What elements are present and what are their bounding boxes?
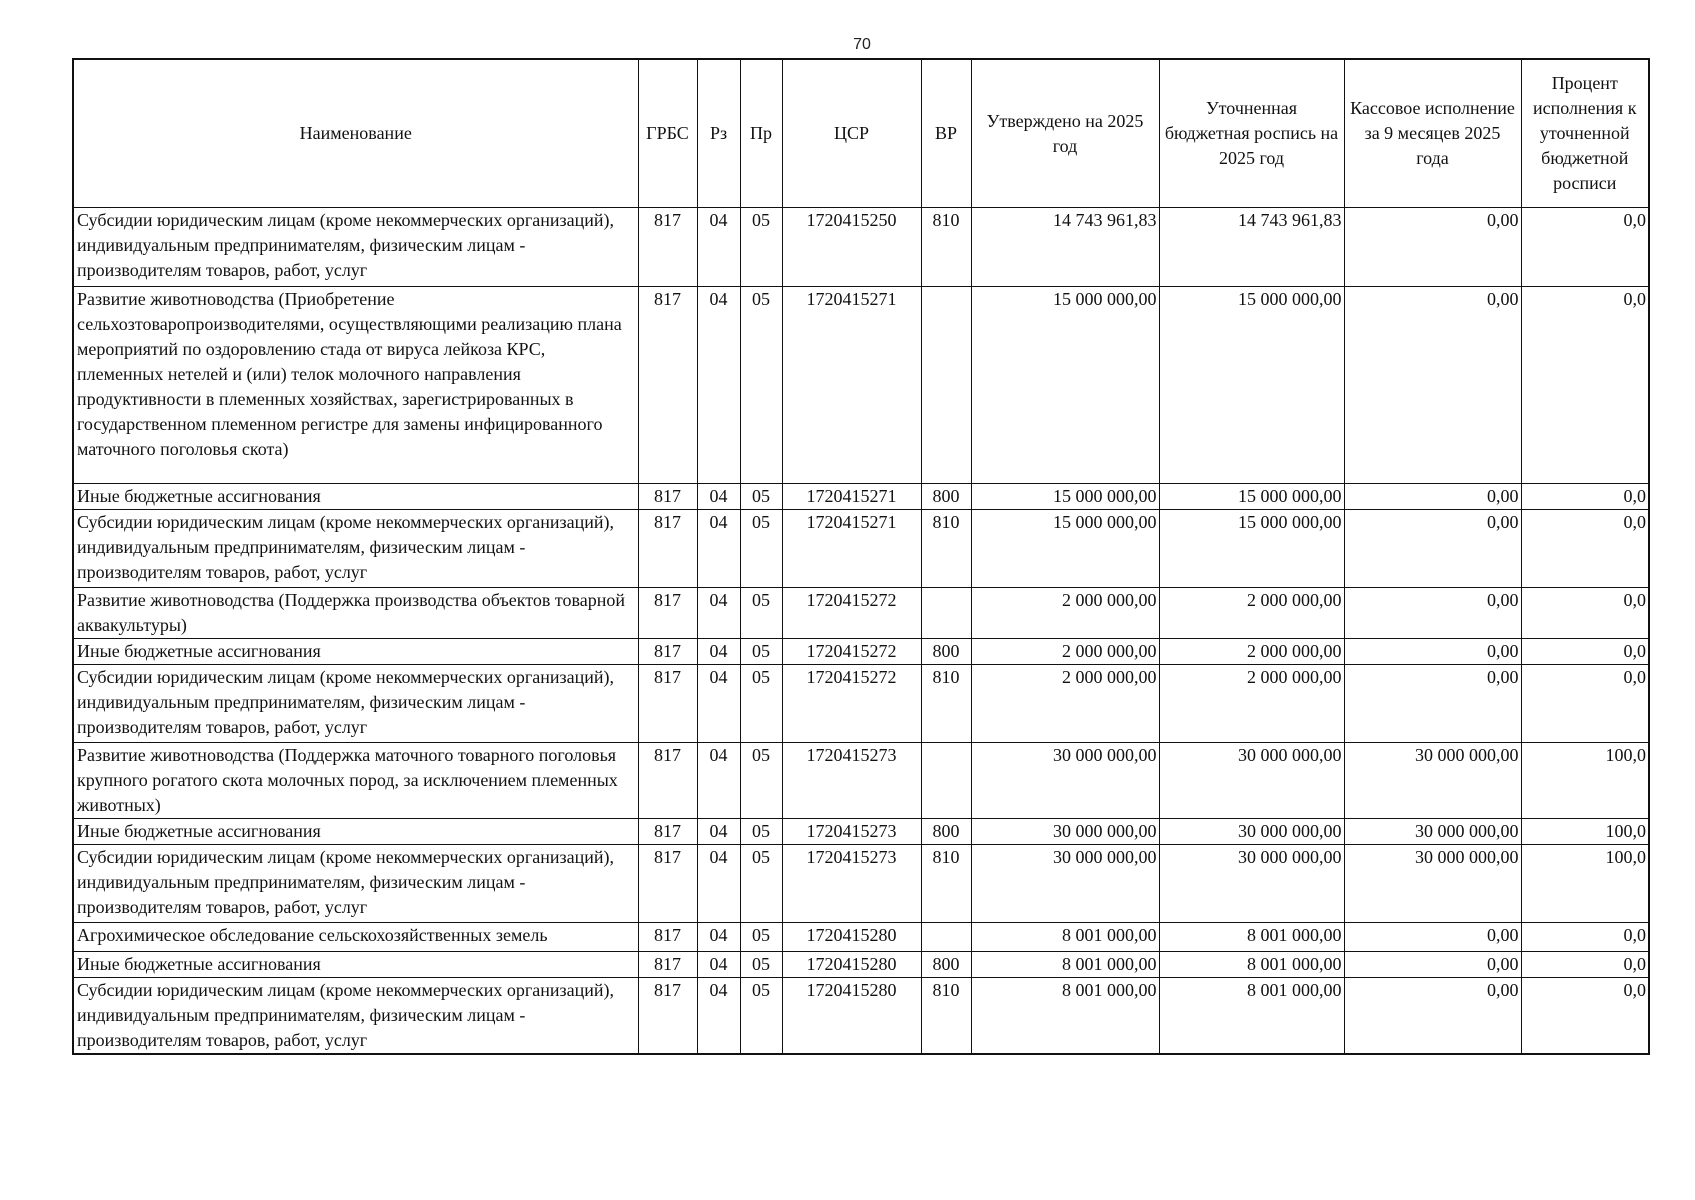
- cell-rz: 04: [697, 819, 740, 845]
- cell-csr: 1720415271: [782, 510, 921, 588]
- cell-pr: 05: [740, 510, 782, 588]
- cell-cash: 0,00: [1344, 510, 1521, 588]
- cell-rz: 04: [697, 978, 740, 1055]
- cell-rz: 04: [697, 484, 740, 510]
- cell-percent: 100,0: [1521, 743, 1649, 819]
- cell-percent: 0,0: [1521, 510, 1649, 588]
- cell-grbs: 817: [638, 588, 697, 639]
- cell-grbs: 817: [638, 484, 697, 510]
- cell-refined: 2 000 000,00: [1159, 639, 1344, 665]
- table-row: [73, 845, 1649, 923]
- table-row: [73, 978, 1649, 1055]
- cell-refined: 2 000 000,00: [1159, 665, 1344, 743]
- cell-rz: 04: [697, 845, 740, 923]
- cell-rz: 04: [697, 639, 740, 665]
- cell-cash: 0,00: [1344, 978, 1521, 1055]
- table-row: [73, 952, 1649, 978]
- cell-approved: 2 000 000,00: [971, 665, 1159, 743]
- cell-rz: 04: [697, 952, 740, 978]
- cell-vr: 810: [921, 510, 971, 588]
- cell-approved: 8 001 000,00: [971, 952, 1159, 978]
- cell-refined: 15 000 000,00: [1159, 287, 1344, 484]
- cell-vr: 810: [921, 208, 971, 287]
- cell-refined: 15 000 000,00: [1159, 510, 1344, 588]
- cell-refined: 8 001 000,00: [1159, 978, 1344, 1055]
- cell-approved: 15 000 000,00: [971, 510, 1159, 588]
- cell-name: Субсидии юридическим лицам (кроме некоммерческих организаций), индивидуальным предпринимателям, физическим лицам - производителям товаров, работ, услуг: [73, 208, 638, 287]
- cell-percent: 0,0: [1521, 978, 1649, 1055]
- table-header-row: [73, 59, 1649, 208]
- cell-percent: 0,0: [1521, 588, 1649, 639]
- cell-approved: 30 000 000,00: [971, 819, 1159, 845]
- table-row: [73, 923, 1649, 952]
- cell-csr: 1720415280: [782, 978, 921, 1055]
- cell-refined: 15 000 000,00: [1159, 484, 1344, 510]
- cell-name: Агрохимическое обследование сельскохозяйственных земель: [73, 923, 638, 952]
- cell-pr: 05: [740, 287, 782, 484]
- table-row: [73, 743, 1649, 819]
- cell-grbs: 817: [638, 208, 697, 287]
- cell-grbs: 817: [638, 845, 697, 923]
- cell-approved: 30 000 000,00: [971, 743, 1159, 819]
- cell-vr: 810: [921, 978, 971, 1055]
- table-row: [73, 819, 1649, 845]
- cell-grbs: 817: [638, 665, 697, 743]
- cell-pr: 05: [740, 665, 782, 743]
- cell-pr: 05: [740, 639, 782, 665]
- cell-pr: 05: [740, 588, 782, 639]
- cell-grbs: 817: [638, 819, 697, 845]
- cell-percent: 0,0: [1521, 639, 1649, 665]
- cell-cash: 0,00: [1344, 639, 1521, 665]
- cell-rz: 04: [697, 208, 740, 287]
- cell-name: Субсидии юридическим лицам (кроме некоммерческих организаций), индивидуальным предпринимателям, физическим лицам - производителям товаров, работ, услуг: [73, 978, 638, 1055]
- cell-rz: 04: [697, 510, 740, 588]
- cell-vr: 800: [921, 484, 971, 510]
- cell-rz: 04: [697, 665, 740, 743]
- cell-vr: 810: [921, 665, 971, 743]
- cell-pr: 05: [740, 923, 782, 952]
- header-name: Наименование: [73, 59, 638, 208]
- cell-grbs: 817: [638, 743, 697, 819]
- cell-name: Развитие животноводства (Приобретение сельхозтоваропроизводителями, осуществляющими реализацию плана мероприятий по оздоровлению стада от вируса лейкоза КРС, племенных нетелей и (или) телок молочного направления продуктивности в племенных хозяйствах, зарегистрированных в государственном племенном регистре для замены инфицированного маточного поголовья скота): [73, 287, 638, 484]
- cell-cash: 0,00: [1344, 952, 1521, 978]
- cell-approved: 8 001 000,00: [971, 923, 1159, 952]
- cell-refined: 2 000 000,00: [1159, 588, 1344, 639]
- cell-name: Развитие животноводства (Поддержка маточного товарного поголовья крупного рогатого скота молочных пород, за исключением племенных животных): [73, 743, 638, 819]
- cell-csr: 1720415271: [782, 287, 921, 484]
- cell-grbs: 817: [638, 923, 697, 952]
- cell-cash: 0,00: [1344, 588, 1521, 639]
- header-cash: Кассовое исполнение за 9 месяцев 2025 года: [1344, 59, 1521, 208]
- cell-cash: 0,00: [1344, 208, 1521, 287]
- cell-rz: 04: [697, 743, 740, 819]
- cell-percent: 100,0: [1521, 845, 1649, 923]
- cell-percent: 100,0: [1521, 819, 1649, 845]
- cell-cash: 0,00: [1344, 665, 1521, 743]
- cell-approved: 2 000 000,00: [971, 588, 1159, 639]
- cell-pr: 05: [740, 484, 782, 510]
- cell-cash: 0,00: [1344, 923, 1521, 952]
- cell-refined: 8 001 000,00: [1159, 923, 1344, 952]
- cell-name: Субсидии юридическим лицам (кроме некоммерческих организаций), индивидуальным предпринимателям, физическим лицам - производителям товаров, работ, услуг: [73, 665, 638, 743]
- cell-csr: 1720415250: [782, 208, 921, 287]
- cell-percent: 0,0: [1521, 952, 1649, 978]
- table-row: [73, 639, 1649, 665]
- budget-execution-table: [72, 58, 1650, 1055]
- cell-pr: 05: [740, 743, 782, 819]
- cell-approved: 2 000 000,00: [971, 639, 1159, 665]
- cell-pr: 05: [740, 819, 782, 845]
- cell-rz: 04: [697, 923, 740, 952]
- cell-refined: 30 000 000,00: [1159, 819, 1344, 845]
- cell-cash: 30 000 000,00: [1344, 743, 1521, 819]
- cell-percent: 0,0: [1521, 665, 1649, 743]
- cell-vr: 800: [921, 639, 971, 665]
- cell-approved: 30 000 000,00: [971, 845, 1159, 923]
- cell-grbs: 817: [638, 287, 697, 484]
- page-number: 70: [853, 36, 871, 53]
- cell-csr: 1720415272: [782, 665, 921, 743]
- cell-approved: 15 000 000,00: [971, 484, 1159, 510]
- cell-csr: 1720415273: [782, 819, 921, 845]
- cell-approved: 8 001 000,00: [971, 978, 1159, 1055]
- table-row: [73, 484, 1649, 510]
- cell-grbs: 817: [638, 952, 697, 978]
- header-vr: ВР: [921, 59, 971, 208]
- cell-cash: 30 000 000,00: [1344, 819, 1521, 845]
- cell-cash: 0,00: [1344, 484, 1521, 510]
- cell-name: Иные бюджетные ассигнования: [73, 639, 638, 665]
- cell-csr: 1720415280: [782, 923, 921, 952]
- cell-grbs: 817: [638, 510, 697, 588]
- cell-name: Иные бюджетные ассигнования: [73, 484, 638, 510]
- cell-csr: 1720415273: [782, 743, 921, 819]
- header-csr: ЦСР: [782, 59, 921, 208]
- table-row: [73, 665, 1649, 743]
- table-body: [73, 208, 1649, 1055]
- header-percent: Процент исполнения к уточненной бюджетной росписи: [1521, 59, 1649, 208]
- cell-csr: 1720415272: [782, 588, 921, 639]
- cell-name: Развитие животноводства (Поддержка производства объектов товарной аквакультуры): [73, 588, 638, 639]
- header-grbs: ГРБС: [638, 59, 697, 208]
- cell-vr: [921, 743, 971, 819]
- header-approved: Утверждено на 2025 год: [971, 59, 1159, 208]
- header-pr: Пр: [740, 59, 782, 208]
- cell-percent: 0,0: [1521, 484, 1649, 510]
- cell-pr: 05: [740, 208, 782, 287]
- cell-approved: 14 743 961,83: [971, 208, 1159, 287]
- table-row: [73, 208, 1649, 287]
- cell-refined: 30 000 000,00: [1159, 743, 1344, 819]
- cell-percent: 0,0: [1521, 923, 1649, 952]
- cell-grbs: 817: [638, 639, 697, 665]
- cell-csr: 1720415271: [782, 484, 921, 510]
- cell-vr: [921, 588, 971, 639]
- cell-name: Субсидии юридическим лицам (кроме некоммерческих организаций), индивидуальным предпринимателям, физическим лицам - производителям товаров, работ, услуг: [73, 845, 638, 923]
- cell-name: Субсидии юридическим лицам (кроме некоммерческих организаций), индивидуальным предпринимателям, физическим лицам - производителям товаров, работ, услуг: [73, 510, 638, 588]
- cell-refined: 30 000 000,00: [1159, 845, 1344, 923]
- cell-pr: 05: [740, 952, 782, 978]
- cell-csr: 1720415272: [782, 639, 921, 665]
- cell-approved: 15 000 000,00: [971, 287, 1159, 484]
- header-rz: Рз: [697, 59, 740, 208]
- cell-vr: [921, 923, 971, 952]
- cell-percent: 0,0: [1521, 287, 1649, 484]
- header-refined: Уточненная бюджетная роспись на 2025 год: [1159, 59, 1344, 208]
- cell-grbs: 817: [638, 978, 697, 1055]
- table-row: [73, 588, 1649, 639]
- cell-vr: 800: [921, 819, 971, 845]
- cell-csr: 1720415273: [782, 845, 921, 923]
- cell-percent: 0,0: [1521, 208, 1649, 287]
- table-row: [73, 510, 1649, 588]
- cell-rz: 04: [697, 588, 740, 639]
- cell-vr: [921, 287, 971, 484]
- cell-vr: 800: [921, 952, 971, 978]
- cell-csr: 1720415280: [782, 952, 921, 978]
- cell-name: Иные бюджетные ассигнования: [73, 819, 638, 845]
- cell-pr: 05: [740, 978, 782, 1055]
- cell-refined: 14 743 961,83: [1159, 208, 1344, 287]
- cell-cash: 0,00: [1344, 287, 1521, 484]
- cell-pr: 05: [740, 845, 782, 923]
- cell-name: Иные бюджетные ассигнования: [73, 952, 638, 978]
- cell-rz: 04: [697, 287, 740, 484]
- cell-vr: 810: [921, 845, 971, 923]
- table-row: [73, 287, 1649, 484]
- cell-cash: 30 000 000,00: [1344, 845, 1521, 923]
- cell-refined: 8 001 000,00: [1159, 952, 1344, 978]
